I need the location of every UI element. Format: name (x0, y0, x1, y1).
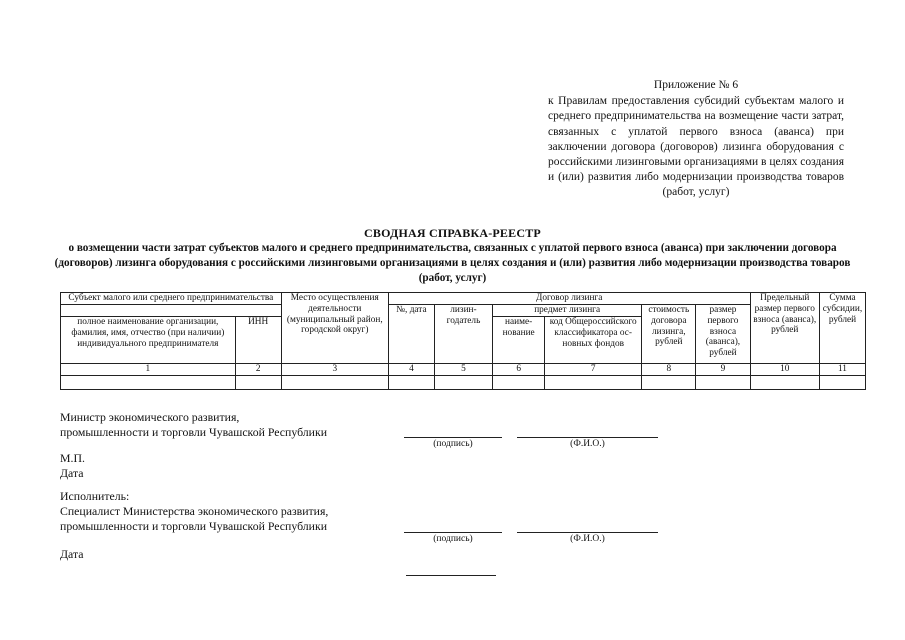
col-number: 4 (388, 364, 434, 376)
header-contract-no: №, дата (388, 305, 434, 364)
table-row (61, 376, 866, 390)
header-lease-subject: предмет лизинга (493, 305, 642, 317)
header-place: Место осуществления деятельности (муниципальный район, городской округ) (281, 293, 388, 364)
register-table (60, 292, 866, 390)
specialist-signature-line (404, 532, 502, 533)
col-number: 10 (750, 364, 819, 376)
executor-label: Исполнитель: (60, 489, 130, 503)
header-row-1 (61, 293, 866, 305)
table-cell (696, 376, 750, 390)
col-number: 6 (493, 364, 545, 376)
appendix-number: Приложение № 6 (653, 79, 739, 91)
date-label: Дата (60, 466, 84, 480)
col-number: 11 (819, 364, 865, 376)
table-cell (388, 376, 434, 390)
col-number: 1 (61, 364, 236, 376)
header-cost: стоимость договора лизинга, рублей (642, 305, 696, 364)
header-org-name: полное наименование организации, фамилия, имя, отчество (при наличии) индивидуального предпринимателя (61, 317, 236, 364)
header-max-first-payment: Предельный размер первого взноса (аванса), рублей (750, 293, 819, 364)
header-inn: ИНН (235, 317, 281, 364)
header-subsidy: Сумма субсидии, рублей (819, 293, 865, 364)
appendix-block (548, 78, 844, 201)
header-lessor: лизингодатель (434, 305, 492, 364)
table-cell (750, 376, 819, 390)
col-number: 5 (434, 364, 492, 376)
table-cell (545, 376, 642, 390)
minister-label: Министр экономического развития, промышленности и торговли Чувашской Республики (60, 410, 328, 439)
specialist-fio-caption: (Ф.И.О.) (570, 534, 605, 544)
specialist-signature-caption: (подпись) (433, 534, 473, 544)
header-row-2 (61, 305, 866, 317)
col-number: 2 (235, 364, 281, 376)
col-number: 8 (642, 364, 696, 376)
minister-signature-line (404, 437, 502, 438)
specialist-fio-line (517, 532, 658, 533)
table-cell (642, 376, 696, 390)
header-item-name: наименование (493, 317, 545, 364)
specialist-label: Специалист Министерства экономического развития, промышленности и торговли Чувашской Республики (60, 504, 329, 533)
appendix-text: к Правилам предоставления субсидий субъектам малого и среднего предпринимательства на возмещение части затрат, связанных с уплатой первого взноса (аванса) при заключении договора (договоров) лизинга оборудования с российскими лизинговыми организациями в целях создания и (или) развития либо модернизации производства товаров (работ, услуг) (548, 95, 844, 199)
column-numbers-row (61, 364, 866, 376)
stamp-place-label: М.П. (60, 451, 85, 465)
table-cell (819, 376, 865, 390)
table-cell (61, 376, 236, 390)
table-cell (493, 376, 545, 390)
minister-fio-caption: (Ф.И.О.) (570, 439, 605, 449)
header-contract-group: Договор лизинга (388, 293, 750, 305)
document-title: СВОДНАЯ СПРАВКА-РЕЕСТР (364, 226, 541, 240)
table-cell (235, 376, 281, 390)
minister-signature-caption: (подпись) (433, 439, 473, 449)
date-label-2: Дата (60, 547, 84, 561)
header-subject-group-cont (61, 305, 282, 317)
header-subject-group: Субъект малого или среднего предпринимательства (61, 293, 282, 305)
col-number: 9 (696, 364, 750, 376)
document-subtitle: о возмещении части затрат субъектов малого и среднего предпринимательства, связанных с уплатой первого взноса (аванса) при заключении договора (договоров) лизинга оборудования с российскими лизинговыми организациями в целях создания и (или) развития либо модернизации производства товаров (работ, услуг) (54, 242, 851, 284)
header-okof-code: код Общероссийского классификатора основных фондов (545, 317, 642, 364)
minister-fio-line (517, 437, 658, 438)
table-cell (281, 376, 388, 390)
header-first-payment: размер первого взноса (аванса), рублей (696, 305, 750, 364)
table-cell (434, 376, 492, 390)
col-number: 7 (545, 364, 642, 376)
col-number: 3 (281, 364, 388, 376)
footer-divider (406, 575, 496, 576)
